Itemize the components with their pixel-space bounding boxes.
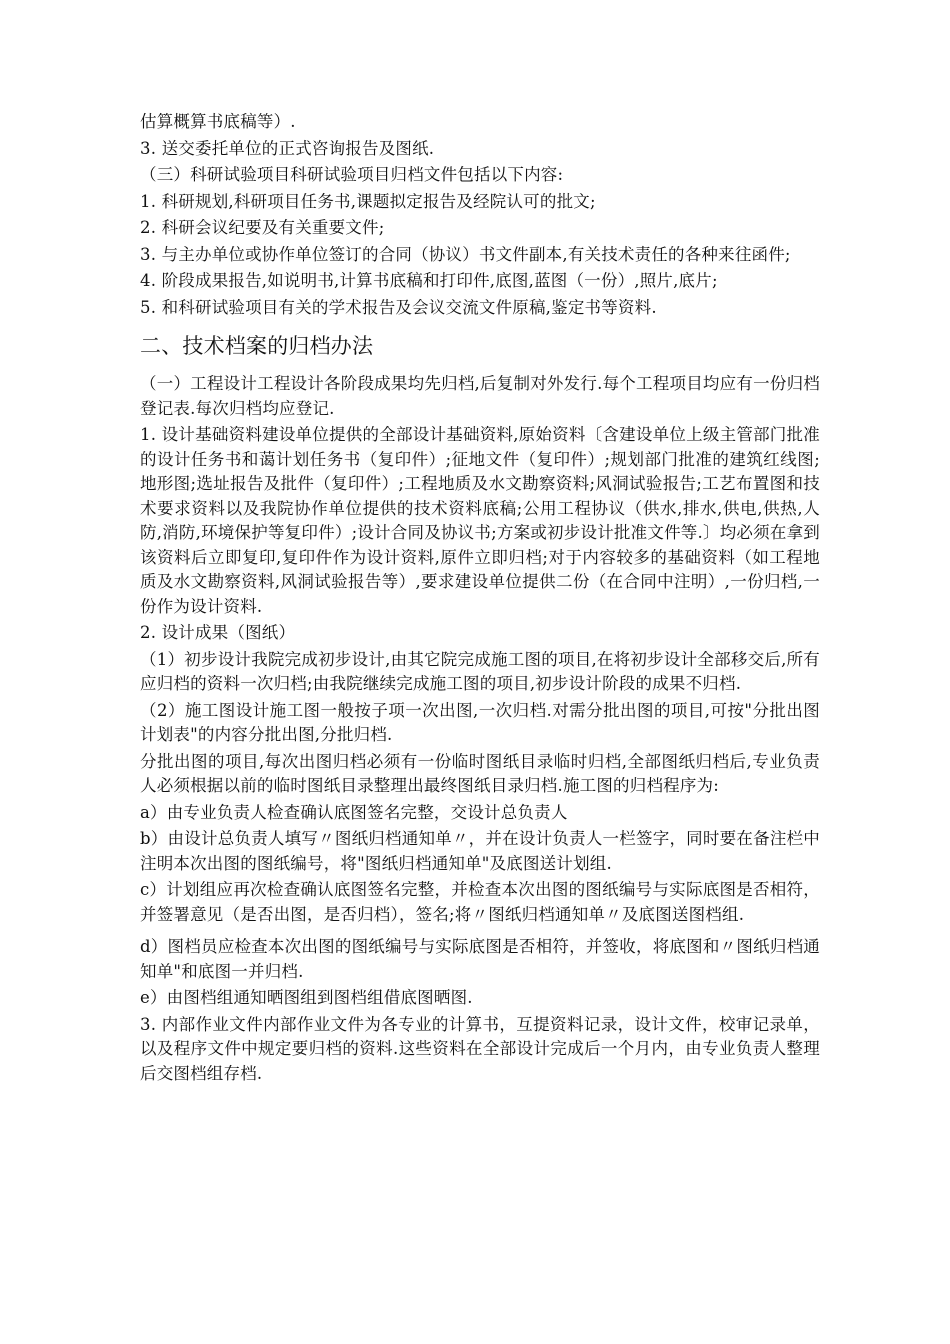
list-item: 2. 科研会议纪要及有关重要文件;: [140, 218, 385, 237]
list-item: 5. 和科研试验项目有关的学术报告及会议交流文件原稿,鉴定书等资料.: [140, 297, 657, 317]
paragraph: （2）施工图设计施工图一般按子项一次出图,一次归档.对需分批出图的项目,可按"分批出图计划表"的内容分批出图,分批归档.: [140, 700, 820, 744]
list-item: d）图档员应检查本次出图的图纸编号与实际底图是否相符，并签收，将底图和〃图纸归档通知单"和底图一并归档.: [140, 937, 820, 981]
list-item: c）计划组应再次检查确认底图签名完整，并检查本次出图的图纸编号与实际底图是否相符，并签署意见（是否出图，是否归档），签名;将〃图纸归档通知单〃及底图送图档组.: [140, 880, 820, 924]
paragraph: （1）初步设计我院完成初步设计,由其它院完成施工图的项目,在将初步设计全部移交后,所有应归档的资料一次归档;由我院继续完成施工图的项目,初步设计阶段的成果不归档.: [140, 649, 820, 693]
list-item: 3. 内部作业文件内部作业文件为各专业的计算书，互提资料记录，设计文件，校审记录单，以及程序文件中规定要归档的资料.这些资料在全部设计完成后一个月内，由专业负责人整理后交图档组存档.: [140, 1014, 820, 1083]
paragraph: 估算概算书底稿等）.: [140, 112, 296, 131]
paragraph: 分批出图的项目,每次出图归档必须有一份临时图纸目录临时归档,全部图纸归档后,专业负责人必须根据以前的临时图纸目录整理出最终图纸目录归档.施工图的归档程序为:: [140, 751, 820, 795]
document-page: [140, 110, 820, 1088]
paragraph: （一）工程设计工程设计各阶段成果均先归档,后复制对外发行.每个工程项目均应有一份归档登记表.每次归档均应登记.: [140, 374, 820, 418]
section-title: 二、技术档案的归档办法: [140, 334, 374, 358]
section-heading-3: （三）科研试验项目科研试验项目归档文件包括以下内容:: [140, 165, 564, 184]
list-item: 1. 设计基础资料建设单位提供的全部设计基础资料,原始资料〔含建设单位上级主管部门批准的设计任务书和蔼计划任务书（复印件）;征地文件（复印件）;规划部门批准的建筑红线图;地形图;选址报告及批件（复印件）;工程地质及水文勘察资料;风洞试验报告;工艺布置图和技术要求资料以及我院协作单位提供的技术资料底稿;公用工程协议（供水,排水,供电,供热,人防,消防,环境保护等复印件）;设计合同及协议书;方案或初步设计批准文件等.〕均必须在拿到该资料后立即复印,复印件作为设计资料,原件立即归档;对于内容较多的基础资料（如工程地质及水文勘察资料,风洞试验报告等）,要求建设单位提供二份（在合同中注明）,一份归档,一份作为设计资料.: [140, 425, 820, 616]
list-item: 3. 与主办单位或协作单位签订的合同（协议）书文件副本,有关技术责任的各种来往函件;: [140, 244, 791, 264]
list-item: 2. 设计成果（图纸）: [140, 623, 296, 642]
list-item: a）由专业负责人检查确认底图签名完整，交设计总负责人: [140, 802, 568, 822]
list-item: 4. 阶段成果报告,如说明书,计算书底稿和打印件,底图,蓝图（一份）,照片,底片;: [140, 271, 718, 290]
list-item: e）由图档组通知晒图组到图档组借底图晒图.: [140, 988, 473, 1007]
list-item: 1. 科研规划,科研项目任务书,课题拟定报告及经院认可的批文;: [140, 191, 596, 211]
list-item: b）由设计总负责人填写〃图纸归档通知单〃，并在设计负责人一栏签字，同时要在备注栏中注明本次出图的图纸编号，将"图纸归档通知单"及底图送计划组.: [140, 829, 820, 873]
paragraph: 3. 送交委托单位的正式咨询报告及图纸.: [140, 138, 435, 158]
